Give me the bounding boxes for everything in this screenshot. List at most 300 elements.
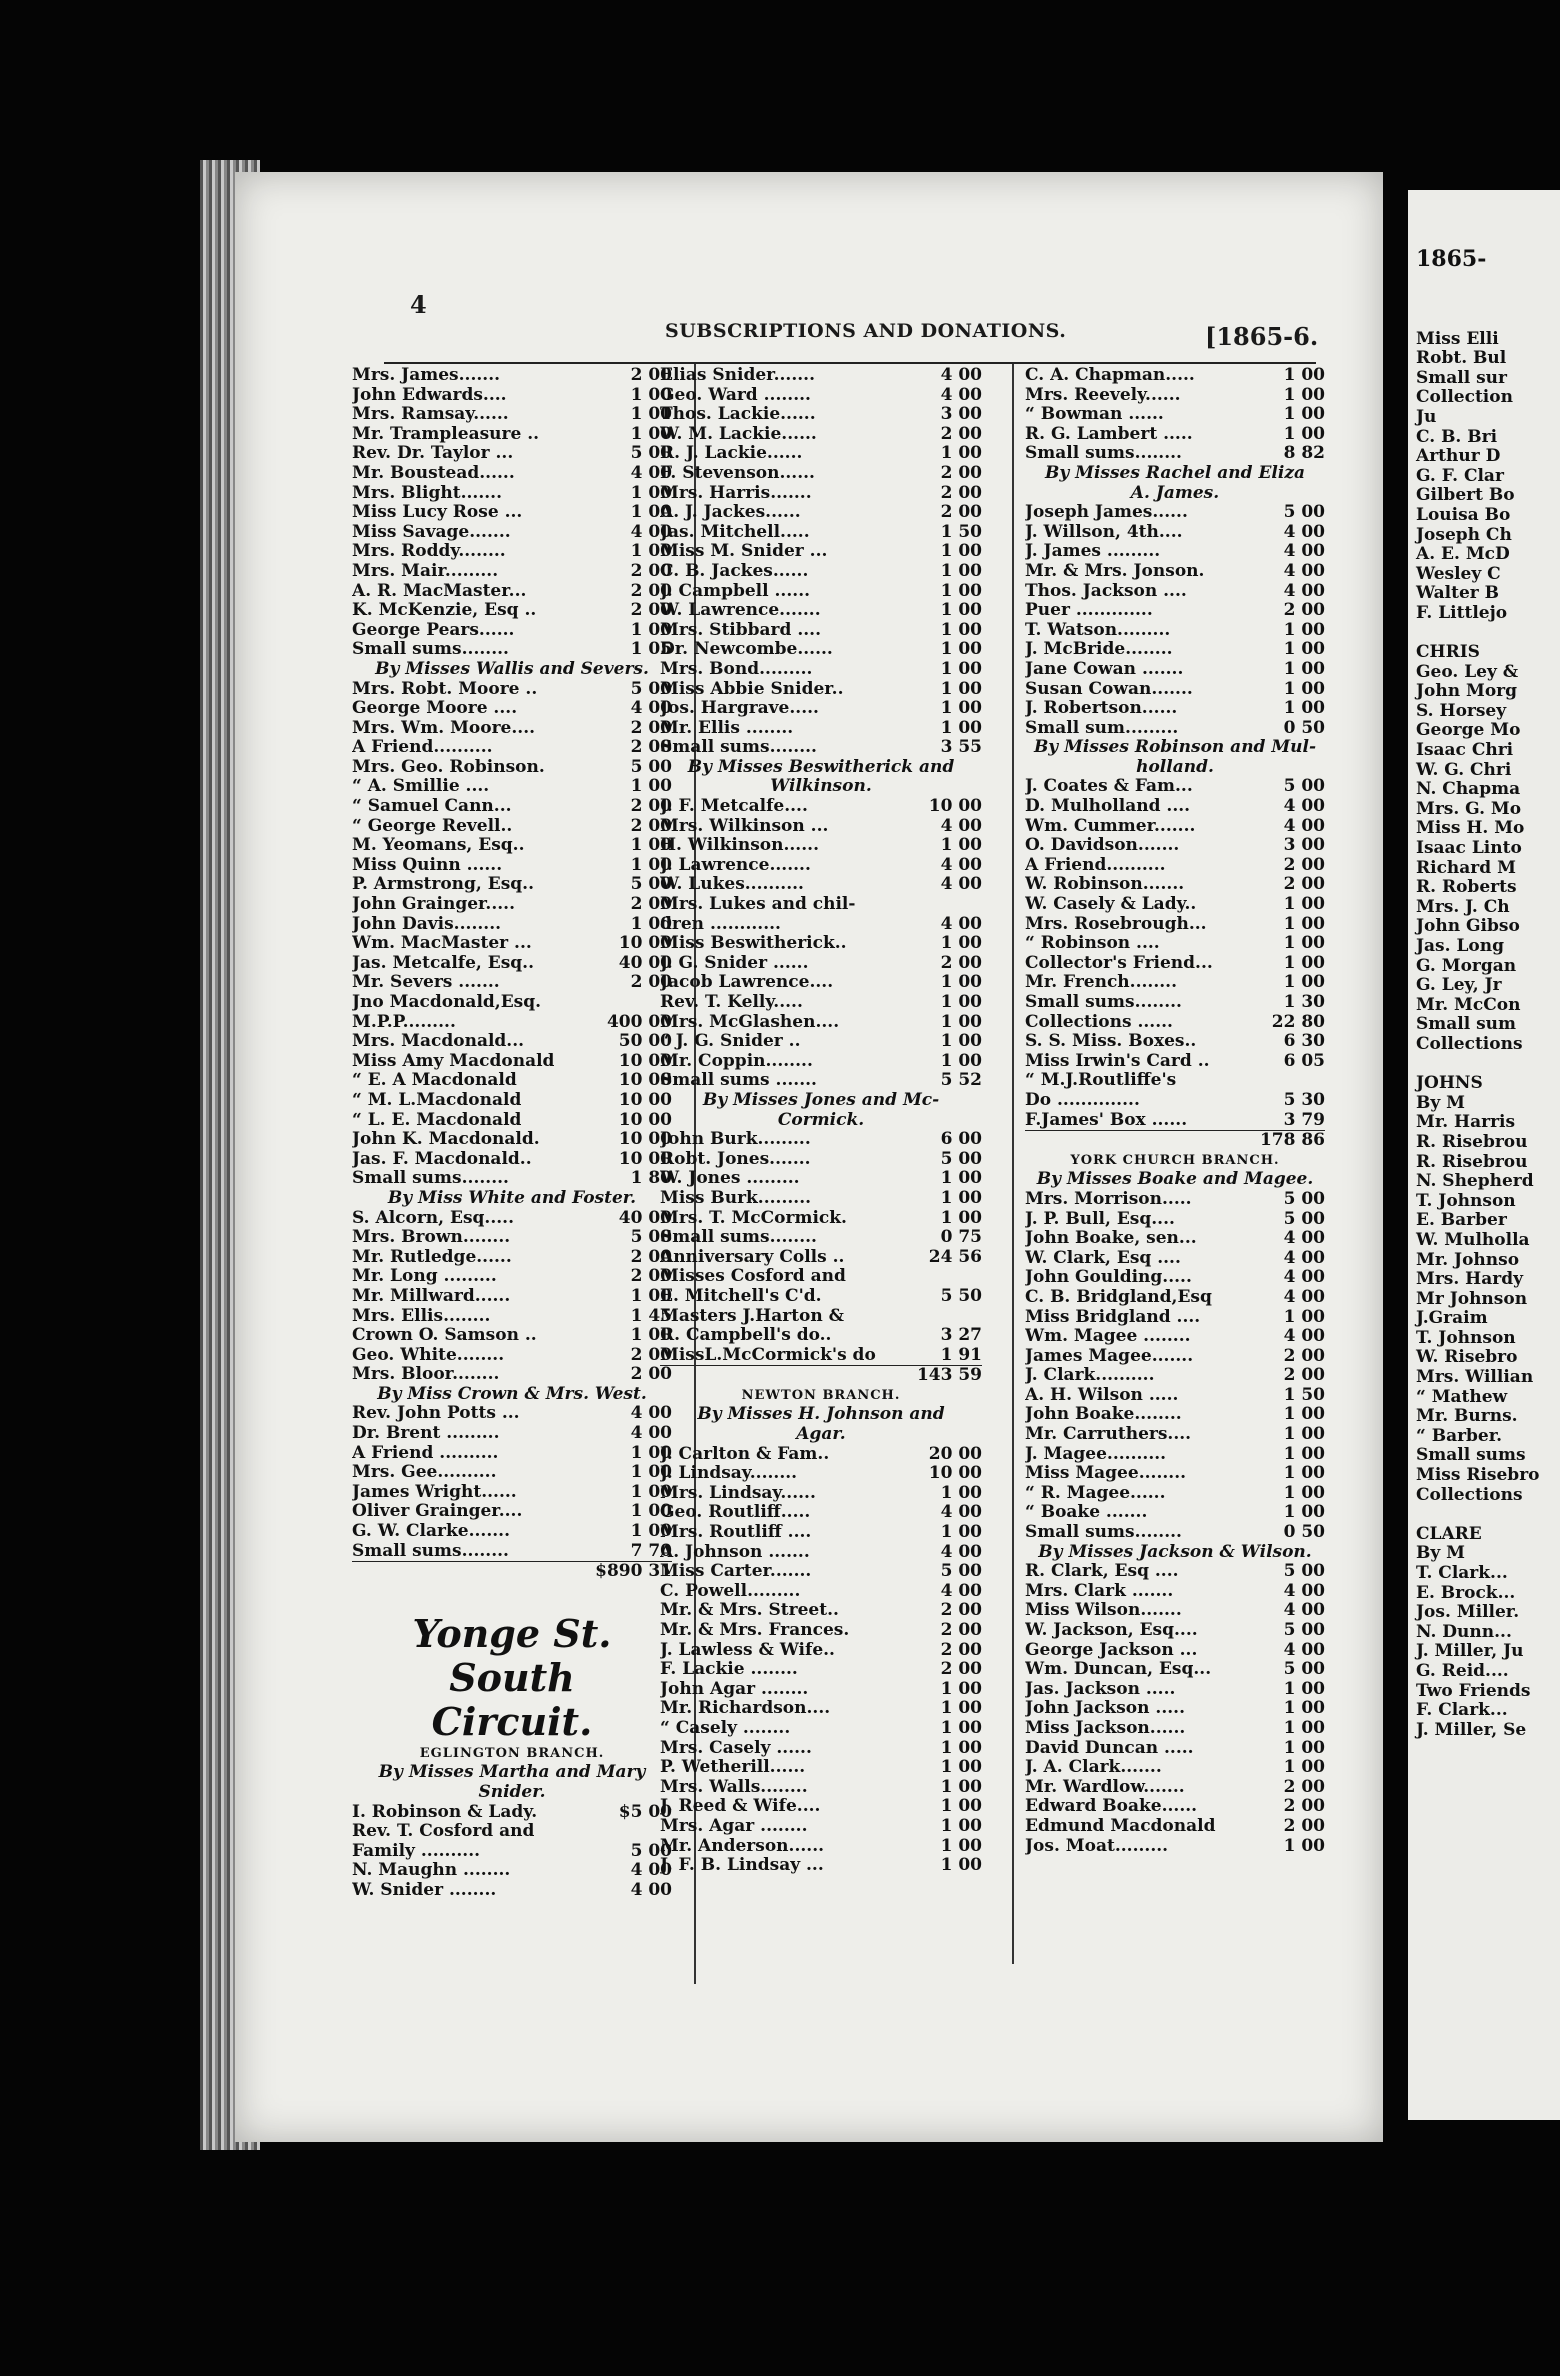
list-item <box>660 1209 982 1229</box>
list-item <box>1025 601 1325 621</box>
donor-name: F. Stevenson...... <box>660 463 815 483</box>
facing-page-line: F. Littlejo <box>1416 602 1508 623</box>
donor-name: Mr. Long ......... <box>352 1267 497 1287</box>
donor-name: J. McBride........ <box>1025 640 1173 660</box>
list-item <box>660 856 982 876</box>
donor-name: Miss Amy Macdonald <box>352 1051 555 1071</box>
amount: 1 00 <box>630 1501 672 1522</box>
donor-name: Mr. Millward...... <box>352 1286 511 1306</box>
list-item <box>352 699 672 719</box>
list-item <box>352 1522 672 1542</box>
donor-name: G. W. Clarke....... <box>352 1522 511 1542</box>
donor-name: Masters J.Harton & <box>660 1306 845 1326</box>
amount: 2 00 <box>940 1659 982 1680</box>
donor-name: Rev. Dr. Taylor ... <box>352 444 514 464</box>
amount: 5 00 <box>940 1561 982 1582</box>
list-item <box>352 1287 672 1307</box>
donor-name: Collections ...... <box>1025 1012 1173 1032</box>
donor-name: Mr. Wardlow....... <box>1025 1777 1185 1797</box>
donor-name: Mrs. Roddy........ <box>352 542 506 562</box>
list-item <box>660 875 982 895</box>
donor-name: P. Armstrong, Esq.. <box>352 875 534 895</box>
amount: 1 00 <box>1283 1698 1325 1719</box>
amount: 8 82 <box>1283 443 1325 464</box>
donor-name: W. Robinson....... <box>1025 875 1185 895</box>
list-item <box>352 1013 672 1033</box>
donor-name: Mrs. Morrison..... <box>1025 1189 1192 1209</box>
donor-name: Miss Carter....... <box>660 1562 812 1582</box>
list-item <box>1025 1503 1325 1523</box>
amount: 1 00 <box>940 1855 982 1876</box>
donor-name: “ M.J.Routliffe's <box>1025 1071 1177 1091</box>
circuit-title: Yonge St. South <box>412 1610 612 1700</box>
amount: 5 00 <box>1283 776 1325 797</box>
facing-page-line: S. Horsey <box>1416 700 1507 721</box>
collector-heading: By Misses Beswitherick and <box>687 756 955 777</box>
list-item <box>352 1881 672 1901</box>
amount: 3 00 <box>940 404 982 425</box>
donor-name: Mr. Anderson...... <box>660 1836 825 1856</box>
donor-name: Miss Wilson....... <box>1025 1601 1182 1621</box>
donor-name: J. Magee.......... <box>1025 1444 1167 1464</box>
list-item <box>1025 817 1325 837</box>
list-item <box>1025 856 1325 876</box>
amount: 4 00 <box>940 384 982 405</box>
amount: 1 00 <box>940 717 982 738</box>
donor-name: Puer ............. <box>1025 601 1153 621</box>
amount: 10 00 <box>618 1070 672 1091</box>
donor-name: John Burk......... <box>660 1130 811 1150</box>
collector-heading: Cormick. <box>777 1109 865 1130</box>
amount: 1 00 <box>630 1462 672 1483</box>
list-item <box>660 1837 982 1857</box>
amount: 10 00 <box>618 1050 672 1071</box>
donor-name: W. Jackson, Esq.... <box>1025 1621 1198 1640</box>
list-item <box>352 1365 672 1385</box>
donor-name: M. Yeomans, Esq.. <box>352 836 525 856</box>
donor-name: Mrs. Lindsay...... <box>660 1483 816 1503</box>
list-item <box>352 1228 672 1248</box>
donor-name: Small sums........ <box>352 1541 509 1561</box>
donor-name: Mrs. McGlashen.... <box>660 1012 840 1032</box>
donor-name: A. H. Wilson ..... <box>1025 1385 1179 1405</box>
amount: 5 00 <box>1283 1208 1325 1229</box>
list-item <box>660 1071 982 1091</box>
list-item <box>352 1091 672 1111</box>
amount: 5 00 <box>630 874 672 895</box>
donor-name: Mr. Ellis ........ <box>660 718 794 738</box>
list-item <box>352 1444 672 1464</box>
list-item <box>660 1641 982 1661</box>
amount: 1 00 <box>940 560 982 581</box>
list-item <box>1025 582 1325 602</box>
collector-heading: Snider. <box>478 1782 546 1802</box>
list-item <box>660 601 982 621</box>
list-item <box>660 444 982 464</box>
donor-name: Robt. Jones....... <box>660 1149 811 1169</box>
amount: 4 00 <box>630 521 672 542</box>
donor-name: Wm. Duncan, Esq... <box>1025 1660 1212 1680</box>
list-item <box>660 1797 982 1817</box>
amount: 1 00 <box>1283 619 1325 640</box>
amount: 1 00 <box>940 1796 982 1817</box>
donor-name: Family .......... <box>352 1841 481 1861</box>
donor-name: Jacob Lawrence.... <box>660 973 834 993</box>
donor-name: Wm. Magee ........ <box>1025 1327 1191 1347</box>
donor-name: John Boake........ <box>1025 1405 1182 1425</box>
donor-name: Mr. Trampleasure .. <box>352 424 540 444</box>
donor-name: Small sums........ <box>352 1169 509 1189</box>
facing-page-line: George Mo <box>1416 720 1521 741</box>
facing-page-text <box>1416 246 1540 1740</box>
donor-name: George Pears...... <box>352 620 515 640</box>
donor-name: R. J. Lackie...... <box>660 444 803 464</box>
list-item <box>352 738 672 758</box>
amount: 6 00 <box>940 1129 982 1150</box>
facing-page-line: Walter B <box>1416 583 1499 604</box>
list-item <box>352 386 672 406</box>
facing-page-line: A. E. McD <box>1416 544 1510 565</box>
facing-page-line: Small sums <box>1416 1445 1526 1466</box>
list-item <box>352 444 672 464</box>
list-item <box>660 934 982 954</box>
amount: 1 00 <box>940 835 982 856</box>
amount: 5 00 <box>630 443 672 464</box>
list-item <box>352 1052 672 1072</box>
donor-name: Small sum......... <box>1025 718 1179 738</box>
donor-name: Mrs. James....... <box>352 366 501 385</box>
donor-name: R. Clark, Esq .... <box>1025 1562 1179 1582</box>
list-item <box>660 542 982 562</box>
amount: 1 00 <box>1283 1835 1325 1856</box>
facing-page-line <box>1416 624 1540 644</box>
donor-name: J. James ......... <box>1025 542 1161 562</box>
amount: 24 56 <box>928 1246 982 1267</box>
donor-name: John Jackson ..... <box>1025 1699 1185 1719</box>
list-item <box>660 680 982 700</box>
donor-name: D. Mulholland .... <box>1025 797 1191 817</box>
facing-page-line <box>1416 1505 1540 1525</box>
donor-name: Mr. & Mrs. Jonson. <box>1025 561 1205 581</box>
list-item <box>1025 621 1325 641</box>
donor-name: Mrs. Wm. Moore.... <box>352 718 536 738</box>
facing-page-line: Miss H. Mo <box>1416 818 1525 839</box>
donor-name: Geo. White........ <box>352 1345 505 1365</box>
amount: 1 00 <box>1283 1502 1325 1523</box>
amount: 1 00 <box>940 580 982 601</box>
subtotal: $890 31 <box>352 1561 672 1582</box>
facing-page-line: Mrs. G. Mo <box>1416 798 1522 819</box>
amount: 5 00 <box>1283 502 1325 523</box>
amount: 22 80 <box>1271 1011 1325 1032</box>
amount: 3 00 <box>1283 835 1325 856</box>
donor-name: J. Reed & Wife.... <box>660 1797 821 1817</box>
collector-heading: By Miss White and Foster. <box>387 1187 637 1208</box>
facing-page-line: Isaac Chri <box>1416 740 1514 761</box>
amount: 4 00 <box>1283 796 1325 817</box>
list-item <box>352 797 672 817</box>
amount: 2 00 <box>1283 1815 1325 1836</box>
amount: 10 00 <box>618 1148 672 1169</box>
amount: 1 00 <box>630 1285 672 1306</box>
amount: 5 00 <box>630 1840 672 1861</box>
amount: 2 00 <box>940 462 982 483</box>
list-item <box>1025 366 1325 386</box>
amount: 1 00 <box>1283 1404 1325 1425</box>
donor-name: Mr. Coppin........ <box>660 1051 813 1071</box>
list-item <box>660 1052 982 1072</box>
donor-name: A Friend.......... <box>1025 855 1166 875</box>
amount: 4 00 <box>1283 1267 1325 1288</box>
donor-name: Mr. French........ <box>1025 973 1178 993</box>
amount: 2 00 <box>940 1600 982 1621</box>
amount <box>1321 1071 1325 1091</box>
amount: 1 00 <box>1283 658 1325 679</box>
amount: 5 00 <box>1283 1659 1325 1680</box>
amount: 2 00 <box>940 482 982 503</box>
list-item <box>352 1032 672 1052</box>
list-item <box>660 993 982 1013</box>
list-item <box>660 503 982 523</box>
amount: 1 00 <box>1283 698 1325 719</box>
amount: 4 00 <box>940 1580 982 1601</box>
amount: 4 00 <box>940 854 982 875</box>
facing-page-line: Richard M <box>1416 857 1516 878</box>
donor-name: “ Casely ........ <box>660 1718 791 1738</box>
collector-heading: holland. <box>1136 756 1214 777</box>
donor-name: Mr. Rutledge...... <box>352 1247 512 1267</box>
amount: 2 00 <box>630 972 672 993</box>
list-item <box>352 1346 672 1366</box>
donor-name: dren ............ <box>660 914 781 934</box>
list-item <box>660 1719 982 1739</box>
list-item <box>352 405 672 425</box>
list-item <box>660 1621 982 1641</box>
amount: 1 00 <box>940 1522 982 1543</box>
list-item <box>352 817 672 837</box>
donor-name: Mr. & Mrs. Frances. <box>660 1621 850 1640</box>
donor-name: Edward Boake...... <box>1025 1797 1198 1817</box>
donor-name: “ Boake ....... <box>1025 1503 1148 1523</box>
list-item <box>352 1861 672 1881</box>
list-item <box>1025 777 1325 797</box>
donor-name: W. Snider ........ <box>352 1880 497 1900</box>
amount: 4 00 <box>940 874 982 895</box>
donor-name: J. Lawless & Wife.. <box>660 1640 835 1660</box>
amount: 1 00 <box>940 600 982 621</box>
donor-name: John Grainger..... <box>352 895 516 915</box>
donor-name: Mr. Severs ....... <box>352 973 500 993</box>
donor-name: Collector's Friend... <box>1025 953 1213 973</box>
list-item <box>1025 1052 1325 1072</box>
amount: 4 00 <box>940 365 982 385</box>
amount: 3 27 <box>940 1325 982 1346</box>
donor-name: Rev. T. Kelly..... <box>660 993 803 1012</box>
list-item <box>660 621 982 641</box>
donor-name: Mrs. Brown........ <box>352 1228 511 1248</box>
amount: 1 00 <box>940 1776 982 1797</box>
amount: 1 00 <box>1283 1737 1325 1758</box>
branch-heading: YORK CHURCH BRANCH. <box>1070 1152 1280 1168</box>
amount: 10 00 <box>618 1089 672 1110</box>
facing-page-line: Collections <box>1416 1484 1523 1505</box>
donor-name: Mrs. Bond......... <box>660 659 813 679</box>
list-item <box>1025 1797 1325 1817</box>
spacer <box>352 1582 672 1612</box>
facing-page-line: John Morg <box>1416 681 1518 702</box>
amount: 1 00 <box>940 1757 982 1778</box>
amount: 4 00 <box>1283 1228 1325 1249</box>
list-item <box>352 895 672 915</box>
facing-page-line: By M <box>1416 1543 1465 1564</box>
donor-name: Miss Irwin's Card .. <box>1025 1051 1210 1071</box>
donor-name: “ George Revell.. <box>352 816 513 836</box>
amount: 4 00 <box>1283 580 1325 601</box>
list-item <box>660 973 982 993</box>
list-item <box>1025 895 1325 915</box>
collector-heading: Wilkinson. <box>770 776 872 797</box>
amount: 50 00 <box>618 1031 672 1052</box>
donor-name: Joseph James...... <box>1025 503 1188 523</box>
list-item <box>660 1523 982 1543</box>
donor-name: Dr. Brent ......... <box>352 1424 500 1444</box>
list-item <box>660 1543 982 1563</box>
amount: 4 00 <box>1283 1286 1325 1307</box>
list-item <box>352 366 672 386</box>
list-item <box>660 1032 982 1052</box>
collector-heading: By Misses Boake and Magee. <box>1036 1169 1314 1190</box>
amount: 1 45 <box>630 1305 672 1326</box>
amount: 1 00 <box>1283 1463 1325 1484</box>
amount: 5 52 <box>940 1070 982 1091</box>
list-item <box>1025 797 1325 817</box>
amount: 1 00 <box>940 1717 982 1738</box>
donor-name: David Duncan ..... <box>1025 1738 1194 1758</box>
amount: 2 00 <box>940 1639 982 1660</box>
amount: 1 00 <box>1283 1443 1325 1464</box>
facing-page-line: N. Dunn... <box>1416 1621 1512 1642</box>
list-item <box>352 1071 672 1091</box>
list-item <box>352 503 672 523</box>
donor-name: Mrs. Robt. Moore .. <box>352 679 538 699</box>
list-item <box>352 1483 672 1503</box>
amount: 1 00 <box>630 1325 672 1346</box>
list-item <box>1025 973 1325 993</box>
amount: 1 30 <box>1283 992 1325 1012</box>
collector-heading: By Misses Martha and Mary <box>378 1762 646 1783</box>
list-item <box>1025 386 1325 406</box>
amount: 5 00 <box>1283 1620 1325 1640</box>
facing-page-line: N. Shepherd <box>1416 1171 1534 1192</box>
list-item <box>1025 954 1325 974</box>
amount: 1 00 <box>1283 1306 1325 1327</box>
list-item <box>352 973 672 993</box>
donor-name: S. S. Miss. Boxes.. <box>1025 1032 1197 1052</box>
amount <box>978 1267 982 1287</box>
donor-name: Small sums........ <box>1025 1523 1182 1543</box>
amount: 1 00 <box>630 1521 672 1542</box>
donor-name: “ Bowman ...... <box>1025 405 1164 425</box>
amount: 4 00 <box>940 1541 982 1562</box>
list-item <box>660 719 982 739</box>
list-item <box>1025 503 1325 523</box>
list-item <box>660 836 982 856</box>
donor-name: Small sums........ <box>352 640 509 660</box>
list-item <box>660 1582 982 1602</box>
list-item <box>660 464 982 484</box>
amount: 1 91 <box>940 1344 982 1365</box>
amount: 2 00 <box>630 365 672 385</box>
amount: 2 00 <box>630 737 672 758</box>
list-item <box>660 1601 982 1621</box>
amount: 10 00 <box>928 796 982 817</box>
donor-name: Dr. Newcombe...... <box>660 640 833 660</box>
amount: 4 00 <box>1283 815 1325 836</box>
amount: 1 00 <box>1283 1757 1325 1778</box>
list-item <box>352 1424 672 1444</box>
list-item <box>1025 1091 1325 1111</box>
donor-name: Jas. Jackson ..... <box>1025 1679 1176 1699</box>
circuit-title: Circuit. <box>431 1698 593 1744</box>
column-3 <box>1025 366 1325 1856</box>
list-item <box>1025 1758 1325 1778</box>
amount: 1 00 <box>940 658 982 679</box>
list-item <box>1025 1719 1325 1739</box>
amount: 1 80 <box>630 1168 672 1189</box>
amount: 4 00 <box>1283 541 1325 562</box>
facing-page-line: T. Clark... <box>1416 1563 1508 1583</box>
facing-page-line: G. Ley, Jr <box>1416 975 1502 996</box>
donor-name: Mrs. Agar ........ <box>660 1816 808 1836</box>
list-item <box>352 934 672 954</box>
donor-name: Mrs. Ellis........ <box>352 1306 491 1326</box>
amount: 1 00 <box>940 1011 982 1032</box>
list-item <box>352 680 672 700</box>
amount: 1 00 <box>1283 423 1325 444</box>
donor-name: John Edwards.... <box>352 385 507 405</box>
facing-page-line: “ Mathew <box>1416 1386 1508 1407</box>
facing-page-line: Collections <box>1416 1033 1523 1054</box>
list-item <box>660 1817 982 1837</box>
list-item <box>352 1542 672 1562</box>
donor-name: J. A. Clark....... <box>1025 1758 1162 1778</box>
donor-name: Edmund Macdonald <box>1025 1816 1216 1836</box>
amount: 1 00 <box>940 972 982 993</box>
list-item <box>1025 1111 1325 1131</box>
donor-name: Mrs. Casely ...... <box>660 1738 812 1758</box>
amount: 5 00 <box>940 1148 982 1169</box>
donor-name: Do .............. <box>1025 1090 1140 1110</box>
donor-name: M.P.P......... <box>352 1012 456 1032</box>
amount: 1 00 <box>630 913 672 934</box>
donor-name: Mrs. Rosebrough... <box>1025 914 1207 934</box>
list-item <box>660 797 982 817</box>
amount: 40 00 <box>618 952 672 973</box>
amount: 1 05 <box>630 639 672 660</box>
list-item <box>1025 405 1325 425</box>
amount: 4 00 <box>940 1502 982 1523</box>
facing-page-line: N. Chapma <box>1416 779 1521 800</box>
donor-name: Mrs. T. McCormick. <box>660 1208 847 1228</box>
amount: 1 00 <box>940 639 982 660</box>
list-item <box>660 1248 982 1268</box>
facing-page <box>1408 190 1560 2120</box>
donor-name: C. B. Bridgland,Esq <box>1025 1287 1212 1307</box>
list-item <box>660 1484 982 1504</box>
donor-name: Jno Macdonald,Esq. <box>352 993 542 1012</box>
amount: $5 00 <box>618 1801 672 1822</box>
facing-page-line: Louisa Bo <box>1416 504 1511 525</box>
